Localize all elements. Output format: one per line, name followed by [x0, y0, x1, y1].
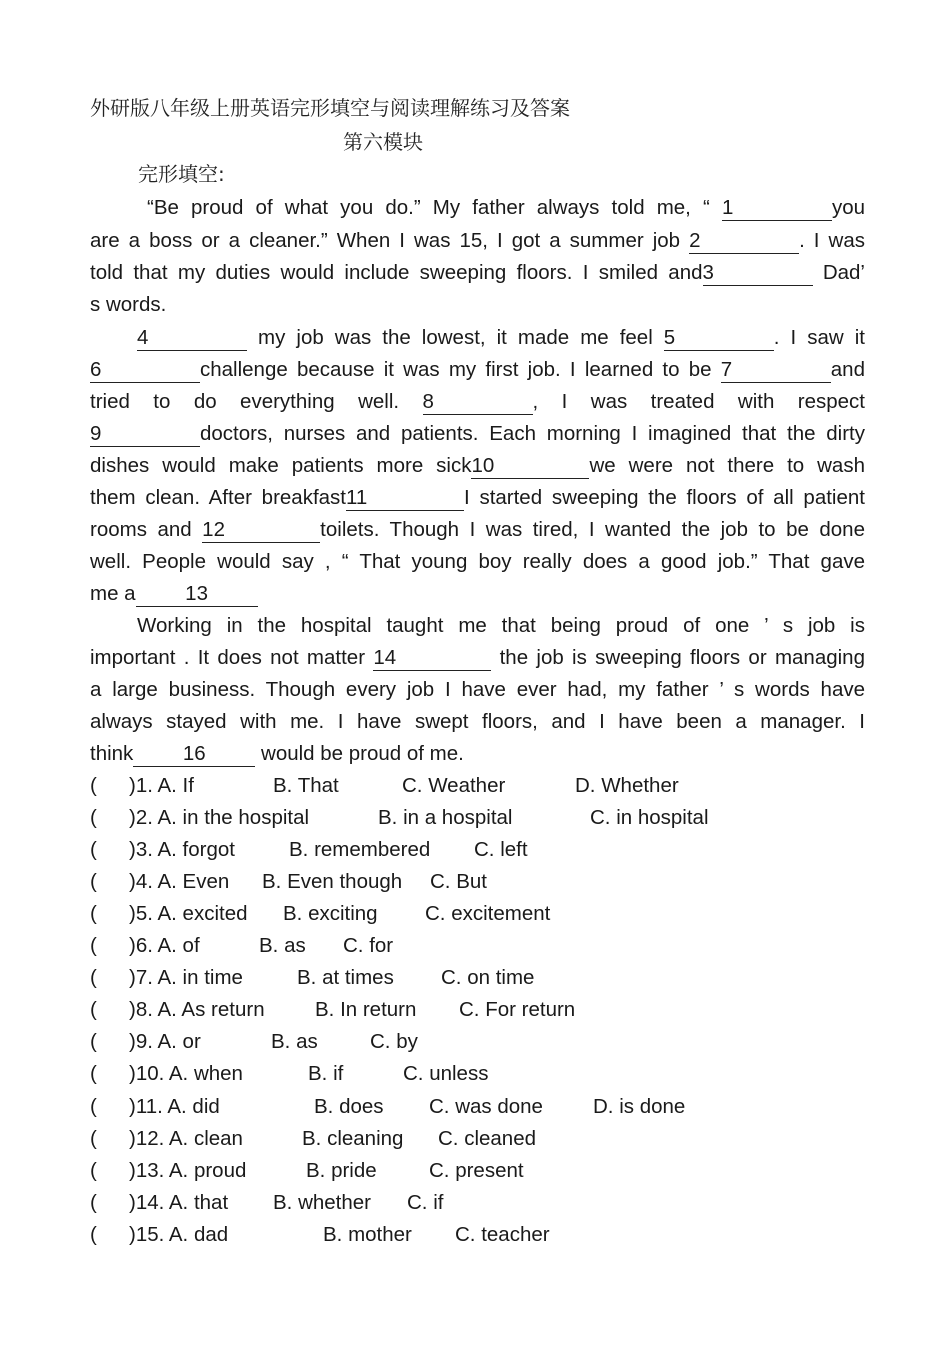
passage-line — [137, 612, 865, 640]
answer-bracket: ( — [90, 1127, 97, 1150]
answer-bracket: ( — [90, 934, 97, 957]
passage-line — [147, 194, 865, 222]
answer-bracket: ( — [90, 1191, 97, 1214]
answer-option: C. For return — [459, 998, 576, 1021]
answer-option: D. Whether — [575, 774, 679, 797]
answer-bracket: ( — [90, 838, 97, 861]
answer-option: B. In return — [315, 998, 417, 1021]
answer-option: C. teacher — [455, 1223, 550, 1246]
blank-13: 13 — [136, 580, 258, 608]
answer-option: C. on time — [441, 966, 535, 989]
passage-line — [90, 484, 865, 512]
answer-option: C. left — [474, 838, 528, 861]
answer-option: C. Weather — [402, 774, 506, 797]
answer-option: B. as — [259, 934, 306, 957]
answer-option: B. mother — [323, 1223, 412, 1246]
answer-option: B. if — [308, 1062, 344, 1085]
question-number-option-a: )10. A. when — [129, 1062, 243, 1085]
answer-option: C. if — [407, 1191, 444, 1214]
passage-text: s words. — [90, 293, 167, 316]
passage-text: tried to do everything well. — [90, 390, 423, 413]
blank-5: 5 — [664, 324, 774, 352]
answer-bracket: ( — [90, 1223, 97, 1246]
passage-text: Working in the hospital taught me that being proud of one ’ s job is — [137, 614, 865, 637]
question-number-option-a: )3. A. forgot — [129, 838, 235, 861]
question-number-option-a: )14. A. that — [129, 1191, 229, 1214]
blank-1: 1 — [722, 194, 832, 222]
passage-line — [137, 324, 865, 352]
answer-bracket: ( — [90, 966, 97, 989]
answer-bracket: ( — [90, 1095, 97, 1118]
passage-text: doctors, nurses and patients. Each morning I imagined that the dirty — [200, 422, 865, 445]
passage-text: we were not there to wash — [589, 454, 865, 477]
blank-11: 11 — [346, 484, 464, 512]
answer-option: C. for — [343, 934, 394, 957]
answer-option: D. is done — [593, 1095, 686, 1118]
answer-bracket: ( — [90, 1159, 97, 1182]
passage-line — [90, 548, 865, 576]
blank-16: 16 — [133, 740, 255, 768]
question-number-option-a: )13. A. proud — [129, 1159, 247, 1182]
answer-bracket: ( — [90, 1030, 97, 1053]
passage-text: challenge because it was my first job. I learned to be — [200, 358, 721, 381]
answer-option: C. present — [429, 1159, 524, 1182]
answer-bracket: ( — [90, 774, 97, 797]
answer-bracket: ( — [90, 806, 97, 829]
module-heading: 第六模块 — [343, 130, 423, 154]
passage-text: I started sweeping the floors of all patient — [464, 486, 865, 509]
question-number-option-a: )8. A. As return — [129, 998, 265, 1021]
answer-bracket: ( — [90, 902, 97, 925]
answer-option: B. remembered — [289, 838, 431, 861]
passage-text: the job is sweeping floors or managing — [491, 646, 865, 669]
passage-text: told that my duties would include sweeping floors. I smiled and — [90, 261, 703, 284]
answer-option: B. exciting — [283, 902, 378, 925]
question-number-option-a: )15. A. dad — [129, 1223, 229, 1246]
answer-option: B. That — [273, 774, 339, 797]
passage-text: you — [831, 196, 865, 219]
answer-option: C. excitement — [425, 902, 551, 925]
passage-line — [90, 740, 464, 768]
answer-option: C. unless — [403, 1062, 489, 1085]
passage-line — [90, 708, 865, 736]
passage-line — [90, 516, 865, 544]
blank-4: 4 — [137, 324, 247, 352]
answer-option: C. was done — [429, 1095, 543, 1118]
answer-option: B. pride — [306, 1159, 377, 1182]
passage-text: important . It does not matter — [90, 646, 374, 669]
passage-text: well. People would say , “ That young boy really does a good job.” That gave — [90, 550, 865, 573]
passage-line — [90, 420, 865, 448]
answer-option: B. in a hospital — [378, 806, 513, 829]
answer-option: C. by — [370, 1030, 418, 1053]
blank-2: 2 — [689, 227, 799, 255]
passage-text: think — [90, 742, 134, 765]
passage-line — [90, 227, 865, 255]
passage-text: a large business. Though every job I have ever had, my father ’ s words have — [90, 678, 865, 701]
blank-7: 7 — [721, 356, 831, 384]
answer-bracket: ( — [90, 1062, 97, 1085]
passage-text: . I saw it — [773, 326, 865, 349]
document-title: 外研版八年级上册英语完形填空与阅读理解练习及答案 — [90, 96, 570, 120]
answer-option: B. cleaning — [302, 1127, 404, 1150]
passage-line — [90, 644, 865, 672]
passage-line — [90, 676, 865, 704]
passage-line — [90, 259, 865, 287]
question-number-option-a: )12. A. clean — [129, 1127, 243, 1150]
blank-10: 10 — [471, 452, 589, 480]
answer-option: B. Even though — [262, 870, 403, 893]
question-number-option-a: )7. A. in time — [129, 966, 243, 989]
answer-option: B. does — [314, 1095, 384, 1118]
blank-9: 9 — [90, 420, 200, 448]
passage-text: my job was the lowest, it made me feel — [247, 326, 664, 349]
passage-text: . I was — [799, 229, 865, 252]
passage-text: always stayed with me. I have swept floors, and I have been a manager. I — [90, 710, 865, 733]
answer-option: B. whether — [273, 1191, 371, 1214]
passage-text: “Be proud of what you do.” My father always told me, “ — [147, 196, 722, 219]
blank-6: 6 — [90, 356, 200, 384]
question-number-option-a: )1. A. If — [129, 774, 194, 797]
question-number-option-a: )2. A. in the hospital — [129, 806, 310, 829]
question-number-option-a: )4. A. Even — [129, 870, 230, 893]
passage-line — [90, 388, 865, 416]
answer-option: C. in hospital — [590, 806, 709, 829]
passage-text: are a boss or a cleaner.” When I was 15, I got a summer job — [90, 229, 690, 252]
blank-12: 12 — [202, 516, 320, 544]
passage-line — [90, 452, 865, 480]
answer-bracket: ( — [90, 998, 97, 1021]
passage-text: toilets. Though I was tired, I wanted the job to be done — [320, 518, 865, 541]
question-number-option-a: )5. A. excited — [129, 902, 248, 925]
blank-14: 14 — [373, 644, 491, 672]
passage-text: dishes would make patients more sick — [90, 454, 472, 477]
question-number-option-a: )6. A. of — [129, 934, 200, 957]
blank-8: 8 — [423, 388, 533, 416]
passage-text: Dad’ — [812, 261, 865, 284]
passage-text: , I was treated with respect — [532, 390, 865, 413]
answer-option: C. But — [430, 870, 487, 893]
passage-line — [90, 291, 166, 319]
blank-3: 3 — [703, 259, 813, 287]
passage-text: them clean. After breakfast — [90, 486, 346, 509]
question-number-option-a: )9. A. or — [129, 1030, 201, 1053]
passage-text: would be proud of me. — [255, 742, 464, 765]
question-number-option-a: )11. A. did — [129, 1095, 220, 1118]
passage-text: and — [830, 358, 865, 381]
passage-line — [90, 580, 258, 608]
answer-option: B. as — [271, 1030, 318, 1053]
passage-line — [90, 356, 865, 384]
passage-text: me a — [90, 582, 136, 605]
answer-option: C. cleaned — [438, 1127, 537, 1150]
answer-option: B. at times — [297, 966, 394, 989]
passage-text: rooms and — [90, 518, 203, 541]
section-heading: 完形填空: — [138, 162, 225, 186]
answer-bracket: ( — [90, 870, 97, 893]
